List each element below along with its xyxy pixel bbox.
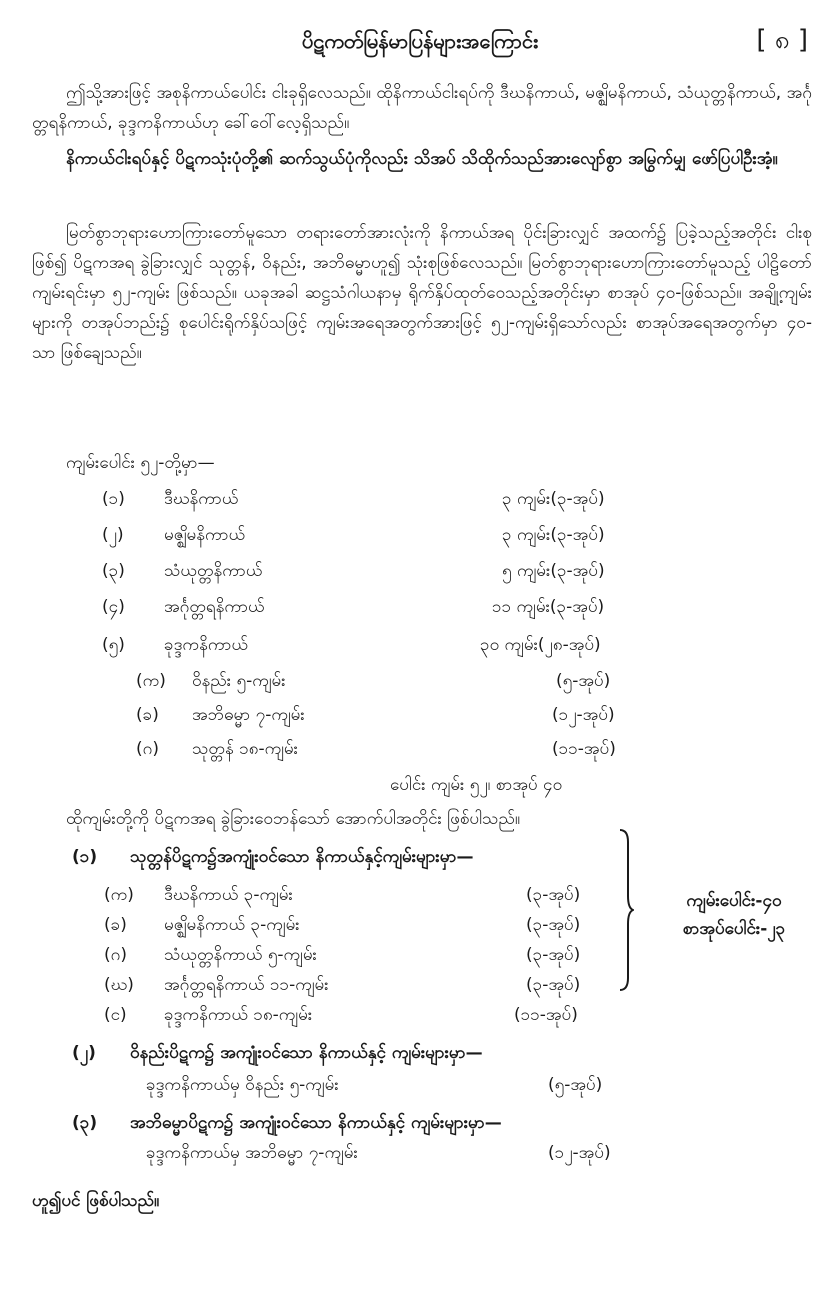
group1-name: အင်္ဂုတ္တရနိကာယ် ၁၁-ကျမ်း <box>164 975 329 995</box>
group1-heading: သုတ္တန်ပိဋက၌အကျုံးဝင်သော နိကာယ်နှင့်ကျမ်းများမှာ— <box>130 847 474 867</box>
group1-count: (၃-အုပ်) <box>526 885 581 905</box>
list1-name: အင်္ဂုတ္တရနိကာယ် <box>164 597 265 617</box>
list1-sub-num: (က) <box>136 671 166 691</box>
list1-sub-num: (ခ) <box>136 705 159 725</box>
list1-total: ပေါင်း ကျမ်း ၅၂၊ စာအုပ် ၄၀ <box>390 775 563 795</box>
group1-num: (င) <box>104 1005 127 1025</box>
list1-count: ၃ ကျမ်း(၃-အုပ်) <box>502 489 605 509</box>
group3-heading: အဘိဓမ္မာပိဋက၌ အကျုံးဝင်သော နိကာယ်နှင့် ကျမ်းများမှာ— <box>130 1113 502 1133</box>
list1-num: (၃) <box>102 561 125 581</box>
list1-sub-name: အဘိဓမ္မာ ၇-ကျမ်း <box>192 705 305 725</box>
list1-name: ခုဒ္ဒကနိကာယ် <box>164 635 248 655</box>
group3-count: (၁၂-အုပ်) <box>548 1143 611 1163</box>
list1-count: ၃၀ ကျမ်း(၂၈-အုပ်) <box>480 635 601 655</box>
list1-name: မဇ္ဈိမနိကာယ် <box>164 525 246 545</box>
group1-name: သံယုတ္တနိကာယ် ၅-ကျမ်း <box>164 945 317 965</box>
list1-sub-name: သုတ္တန် ၁၈-ကျမ်း <box>192 739 298 759</box>
paragraph-1: ဤသို့အားဖြင့် အစုနိကာယ်ပေါင်း ငါးခုရှိလေသည်။ ထိုနိကာယ်ငါးရပ်ကို ဒီဃနိကာယ်, မဇ္ဈိမနိကာယ်, သံယုတ္တနိကာယ်, အင်္ဂုတ္တရနိကာယ်, ခုဒ္ဒကနိကာယ်ဟု ခေါ်ဝေါ်လေ့ရှိသည်။ <box>32 83 812 133</box>
list1-name: သံယုတ္တနိကာယ် <box>164 561 263 581</box>
section2-intro: ထိုကျမ်းတို့ကို ပိဋကအရ ခွဲခြားဝေဘန်သော် အောက်ပါအတိုင်း ဖြစ်ပါသည်။ <box>66 809 521 829</box>
group2-heading: ဝိနည်းပိဋက၌ အကျုံးဝင်သော နိကာယ်နှင့် ကျမ်းများမှာ— <box>130 1043 483 1063</box>
list1-num: (၄) <box>102 597 125 617</box>
group1-num: (ခ) <box>104 915 127 935</box>
group2-num: (၂) <box>72 1043 96 1063</box>
header-title: ပိဋကတ်မြန်မာပြန်များအကြောင်း <box>301 29 539 53</box>
right-brace <box>618 826 634 994</box>
group1-num: (၁) <box>72 847 98 867</box>
list1-intro: ကျမ်းပေါင်း ၅၂-တို့မှာ— <box>66 453 215 473</box>
page-header <box>0 22 840 62</box>
group2-line: ခုဒ္ဒကနိကာယ်မှ ဝိနည်း ၅-ကျမ်း <box>146 1075 339 1095</box>
group1-num: (ဃ) <box>104 975 134 995</box>
group1-summary-line1: ကျမ်းပေါင်း-၄၀ <box>686 891 782 911</box>
list1-num: (၂) <box>102 525 124 545</box>
list1-sub-name: ဝိနည်း ၅-ကျမ်း <box>192 671 286 691</box>
list1-count: ၅ ကျမ်း(၃-အုပ်) <box>502 561 605 581</box>
group1-name: ဒီဃနိကာယ် ၃-ကျမ်း <box>164 885 293 905</box>
group1-count: (၁၁-အုပ်) <box>514 1005 578 1025</box>
paragraph-2: နိကာယ်ငါးရပ်နှင့် ပိဋကသုံးပုံတို့၏ ဆက်သွယ်ပုံကိုလည်း သိအပ် သိထိုက်သည်အားလျော်စွာ အမြွက်မျှ ဖော်ပြပါဦးအံ့။ <box>66 149 778 169</box>
group1-summary-line2: စာအုပ်ပေါင်း-၂၃ <box>682 919 786 939</box>
list1-name: ဒီဃနိကာယ် <box>164 489 239 509</box>
list1-sub-count: (၁၁-အုပ်) <box>552 739 616 759</box>
list1-num: (၅) <box>102 635 125 655</box>
group1-count: (၃-အုပ်) <box>526 945 581 965</box>
list1-num: (၁) <box>102 489 125 509</box>
list1-sub-num: (ဂ) <box>136 739 159 759</box>
group3-num: (၃) <box>72 1113 98 1133</box>
group2-count: (၅-အုပ်) <box>548 1075 603 1095</box>
group1-count: (၃-အုပ်) <box>526 975 581 995</box>
group1-name: ခုဒ္ဒကနိကာယ် ၁၈-ကျမ်း <box>164 1005 313 1025</box>
list1-count: ၁၁ ကျမ်း(၃-အုပ်) <box>492 597 605 617</box>
closing-line: ဟူ၍ပင် ဖြစ်ပါသည်။ <box>32 1191 160 1211</box>
group1-num: (က) <box>104 885 134 905</box>
group1-num: (ဂ) <box>104 945 127 965</box>
group1-name: မဇ္ဈိမနိကာယ် ၃-ကျမ်း <box>164 915 300 935</box>
group1-count: (၃-အုပ်) <box>526 915 581 935</box>
page-number: [ ၈ ] <box>756 25 808 55</box>
group3-line: ခုဒ္ဒကနိကာယ်မှ အဘိဓမ္မာ ၇-ကျမ်း <box>146 1143 358 1163</box>
list1-sub-count: (၁၂-အုပ်) <box>552 705 615 725</box>
list1-sub-count: (၅-အုပ်) <box>556 671 611 691</box>
list1-count: ၃ ကျမ်း(၃-အုပ်) <box>502 525 605 545</box>
paragraph-3: မြတ်စွာဘုရားဟောကြားတော်မူသော တရားတော်အားလုံးကို နိကာယ်အရ ပိုင်းခြားလျှင် အထက်၌ ပြခဲ့သည့်အတိုင်း ငါးစုဖြစ်၍ ပိဋကအရ ခွဲခြားလျှင် သုတ္တန်, ဝိနည်း, အဘိဓမ္မာဟူ၍ သုံးစုဖြစ်လေသည်။ မြတ်စွာဘုရားဟောကြားတော်မူသည့် ပါဠိတော်ကျမ်းရင်းမှာ ၅၂-ကျမ်း ဖြစ်သည်။ ယခုအခါ ဆဋ္ဌသံဂါယနာမှ ရိုက်နှိပ်ထုတ်ဝေသည့်အတိုင်းမှာ စာအုပ် ၄၀-ဖြစ်သည်။ အချို့ကျမ်းများကို တအုပ်ဘည်း၌ စုပေါင်းရိုက်နှိပ်သဖြင့် ကျမ်းအရေအတွက်အားဖြင့် ၅၂-ကျမ်းရှိသော်လည်း စာအုပ်အရေအတွက်မှာ ၄၀-သာ ဖြစ်ချေသည်။ <box>32 223 812 363</box>
